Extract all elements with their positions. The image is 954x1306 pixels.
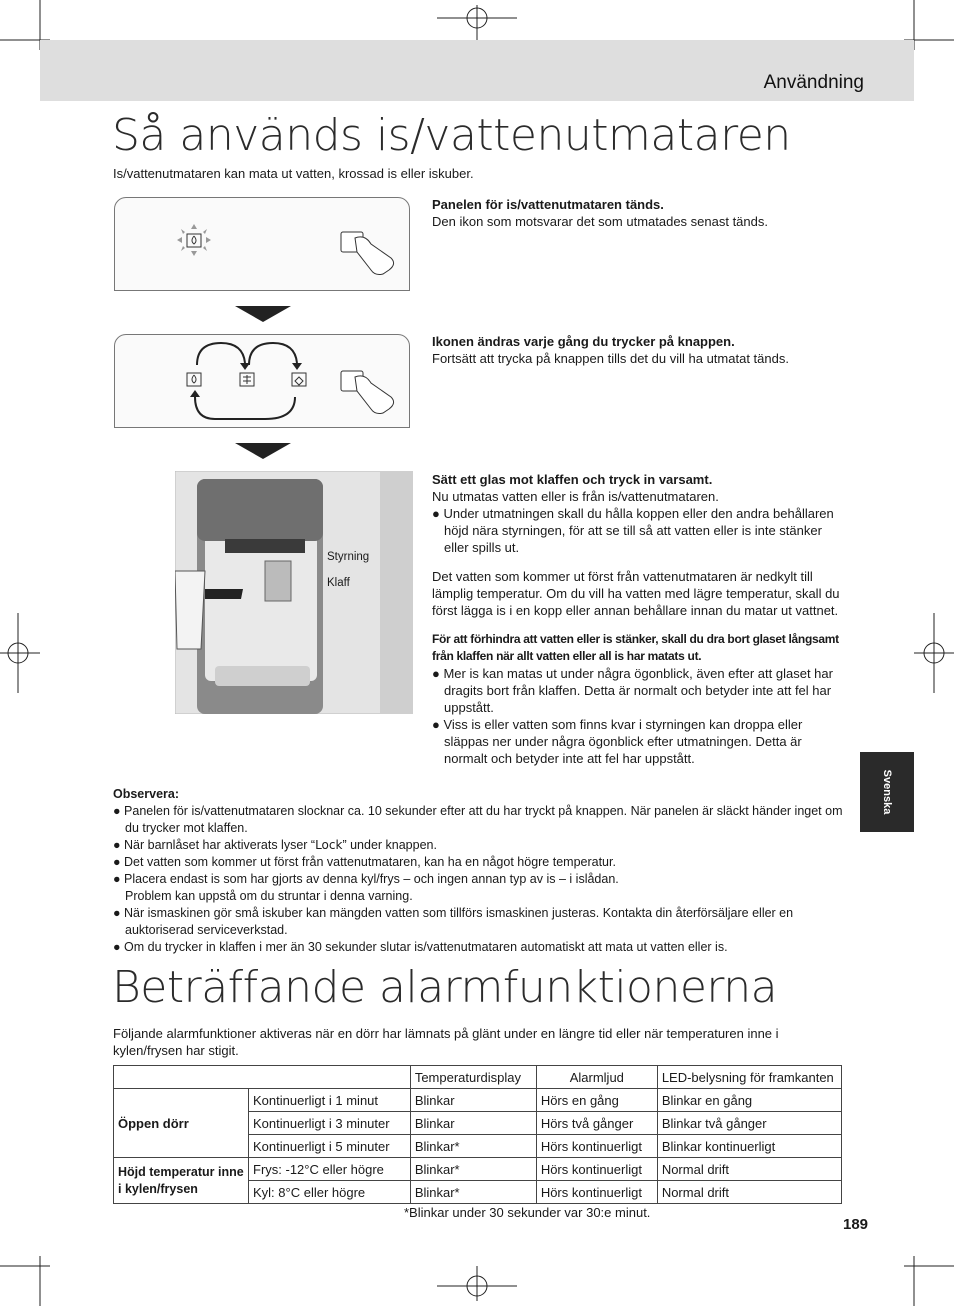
arrow-down-icon — [235, 306, 291, 322]
step3-bullet: ● Under utmatningen skall du hålla koppen eller den andra behållaren höjd nära styrningen, för att se till så att vatten eller is inte stänker eller spills ut. — [432, 506, 834, 555]
group-cell: Öppen dörr — [114, 1089, 249, 1158]
step3-text: Nu utmatas vatten eller is från is/vattenutmataren. — [432, 489, 719, 504]
lock-label: Lock — [315, 838, 343, 852]
control-panel-illustration-2 — [114, 334, 410, 428]
header-cell: LED-belysning för framkanten — [657, 1066, 841, 1089]
intro-text: Is/vattenutmataren kan mata ut vatten, krossad is eller iskuber. — [113, 166, 474, 181]
table-header-row — [114, 1066, 842, 1089]
dispenser-illustration — [175, 471, 413, 714]
step2-text: Fortsätt att trycka på knappen tills det du vill ha utmatat tänds. — [432, 351, 789, 366]
note-item: ● Panelen för is/vattenutmataren slocknar ca. 10 sekunder efter att du har tryckt på knappen. När panelen är släckt händer inget om du trycker mot klaffen. — [113, 804, 843, 835]
table-row: Kyl: 8°C eller högre Blinkar* Hörs kontinuerligt Normal drift — [114, 1181, 842, 1204]
section-title: Användning — [763, 72, 864, 93]
note-item: ● Det vatten som kommer ut först från vattenutmataren, kan ha en något högre temperatur. — [113, 855, 616, 869]
step1-heading: Panelen för is/vattenutmataren tänds. — [432, 197, 664, 212]
glow-marks-icon — [177, 224, 211, 256]
step3-bullet: ● Mer is kan matas ut under några ögonblick, även efter att glaset har dragits bort från klaffen. Detta är normalt och betyder inte att fel har uppstått. — [432, 666, 833, 715]
guide-label: Styrning — [327, 551, 370, 563]
water-icon — [187, 234, 201, 247]
header-cell: Temperaturdisplay — [410, 1066, 536, 1089]
note-item: ● När ismaskinen gör små iskuber kan mängden vatten som tillförs ismaskinen justeras. Kontakta din återförsäljare eller en auktoriserad serviceverkstad. — [113, 906, 794, 937]
crushed-ice-icon — [240, 373, 254, 386]
notes-block — [113, 786, 843, 956]
note-item: ● När barnlåset har aktiverats lyser “Lock” under knappen. — [113, 838, 437, 852]
table-footnote: *Blinkar under 30 sekunder var 30:e minut. — [404, 1205, 651, 1220]
flap-label: Klaff — [327, 577, 350, 589]
table-row: Öppen dörr Kontinuerligt i 1 minut Blinkar Hörs en gång Blinkar en gång — [114, 1089, 842, 1112]
page-title: Så används is/vattenutmataren — [112, 110, 791, 161]
panel-icons-cycle — [115, 335, 409, 427]
header-cell: Alarmljud — [536, 1066, 657, 1089]
page-number: 189 — [843, 1216, 869, 1233]
dispense-button-icon — [341, 371, 394, 414]
step3-heading: Sätt ett glas mot klaffen och tryck in varsamt. — [432, 472, 713, 487]
table-row: Höjd temperatur inne i kylen/frysen Frys: -12°C eller högre Blinkar* Hörs kontinuerligt Normal drift — [114, 1158, 842, 1181]
arrow-down-icon — [235, 443, 291, 459]
step3-warning: För att förhindra att vatten eller is stänker, skall du dra bort glaset långsamt från klaffen när allt vatten eller all is har matats ut. — [432, 632, 839, 663]
water-icon — [187, 373, 201, 386]
note-item: ● Om du trycker in klaffen i mer än 30 sekunder slutar is/vattenutmataren automatiskt att mata ut vatten eller is. — [113, 940, 728, 954]
alarm-intro: Följande alarmfunktioner aktiveras när en dörr har lämnats på glänt under en längre tid eller när temperaturen inne i kylen/frysen har stigit. — [113, 1026, 779, 1058]
table-row: Kontinuerligt i 5 minuter Blinkar* Hörs kontinuerligt Blinkar kontinuerligt — [114, 1135, 842, 1158]
notes-heading: Observera: — [113, 787, 180, 801]
alarm-title: Beträffande alarmfunktionerna — [112, 962, 778, 1013]
dispense-button-icon — [341, 232, 394, 275]
ice-cube-icon — [292, 373, 306, 386]
panel-icons — [115, 198, 409, 290]
table-row: Kontinuerligt i 3 minuter Blinkar Hörs två gånger Blinkar två gånger — [114, 1112, 842, 1135]
step3-block — [432, 471, 844, 767]
control-panel-illustration-1 — [114, 197, 410, 291]
note-item: ● Placera endast is som har gjorts av denna kyl/frys – och ingen annan typ av is – i islådan. Problem kan uppstå om du struntar i denna varning. — [113, 872, 619, 903]
language-tab: Svenska — [860, 752, 914, 832]
group-cell: Höjd temperatur inne i kylen/frysen — [114, 1158, 249, 1204]
step3-para: Det vatten som kommer ut först från vattenutmataren är nedkylt till lämplig temperatur. Om du vill ha vatten med lägre temperatur, skall du först lägga is i en kopp eller annan behållare innan du matar ut vattnet. — [432, 569, 840, 618]
alarm-table — [113, 1065, 842, 1204]
step1-text: Den ikon som motsvarar det som utmatades senast tänds. — [432, 214, 768, 229]
step3-bullet: ● Viss is eller vatten som finns kvar i styrningen kan droppa eller släppas ner under några ögonblick efter utmatningen. Detta är normalt och betyder inte att fel har uppstått. — [432, 717, 803, 766]
step2-heading: Ikonen ändras varje gång du trycker på knappen. — [432, 334, 735, 349]
